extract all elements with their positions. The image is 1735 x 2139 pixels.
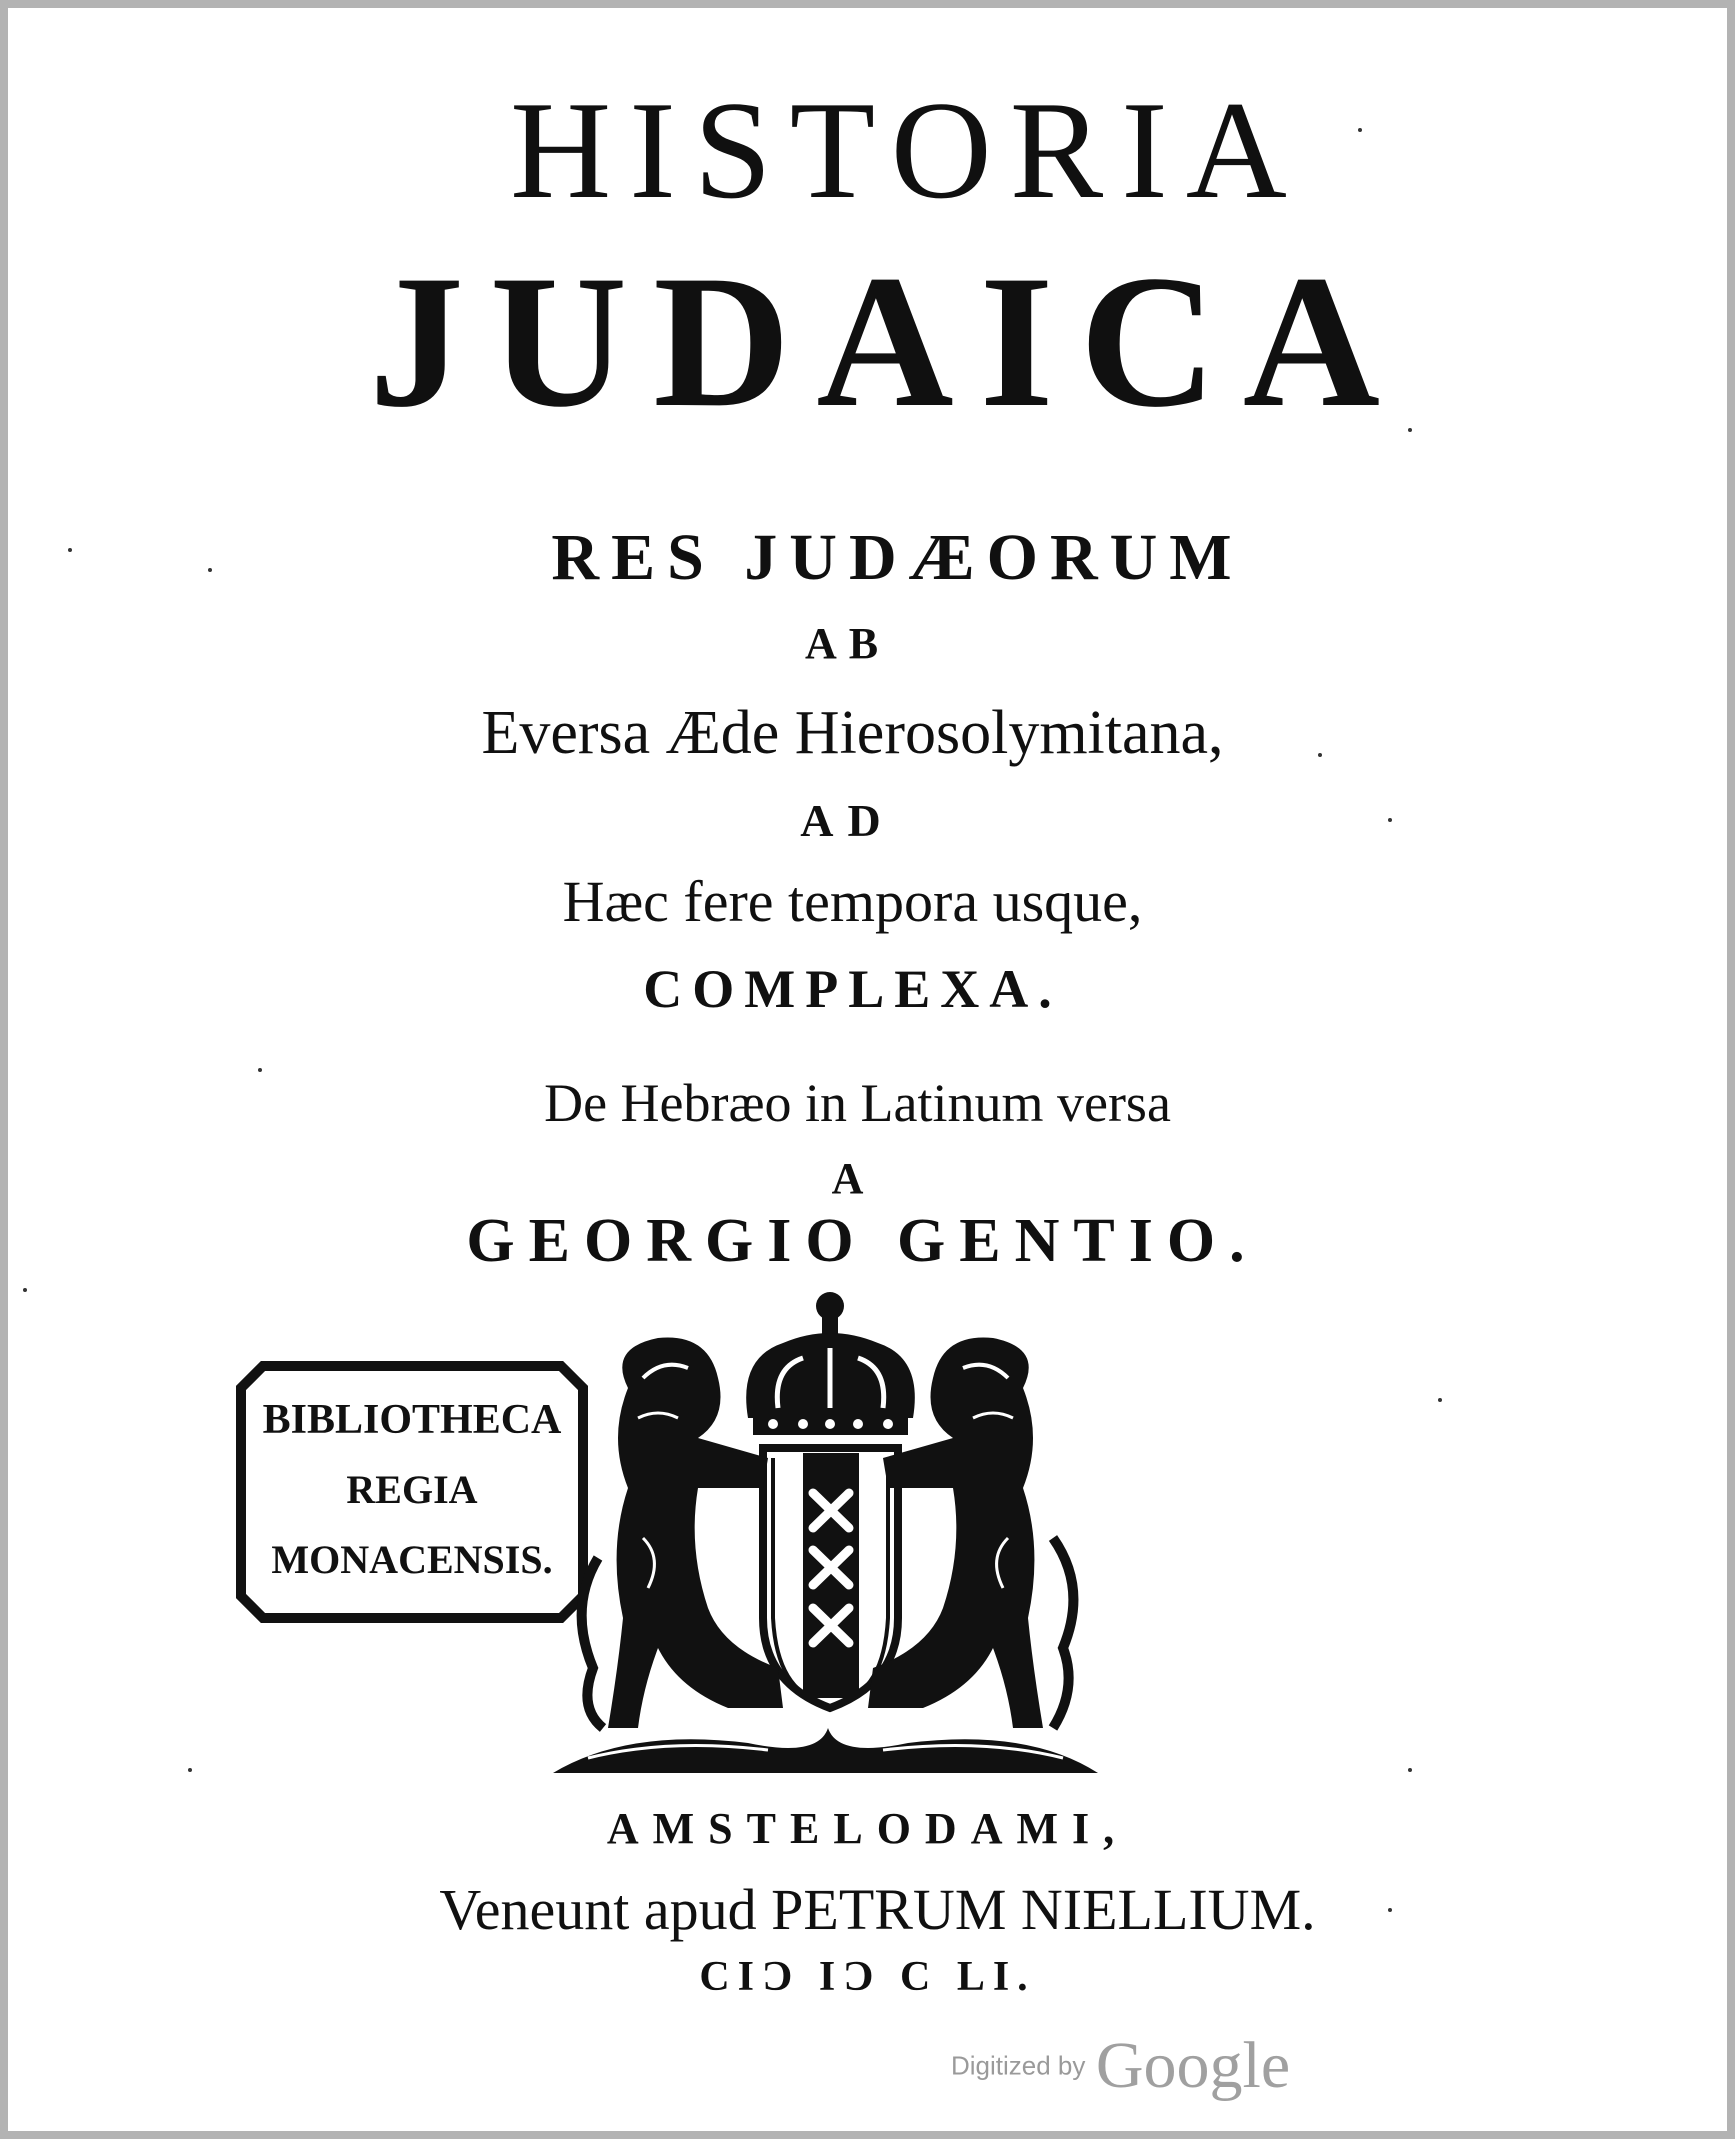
scan-speck	[23, 1288, 27, 1292]
subtitle-line-1: RES JUDÆORUM	[551, 521, 1244, 594]
scan-speck	[1438, 1398, 1442, 1402]
coat-of-arms-emblem	[548, 1288, 1103, 1783]
translation-by: A	[831, 1154, 864, 1203]
scan-speck	[1408, 428, 1412, 432]
stamp-line-2: REGIA	[346, 1467, 478, 1512]
title-line-1: HISTORIA	[510, 73, 1305, 228]
imprint-year: CIƆ IƆ C LI.	[699, 1954, 1036, 2000]
translator-name: GEORGIO GENTIO.	[466, 1207, 1259, 1275]
crown-icon	[746, 1292, 915, 1435]
scan-speck	[1408, 1768, 1412, 1772]
scan-speck	[258, 1068, 262, 1072]
imprint-publisher: Veneunt apud PETRUM NIELLIUM.	[439, 1877, 1316, 1942]
scan-speck	[1358, 128, 1362, 132]
scan-speck	[1388, 1908, 1392, 1912]
digitized-watermark	[951, 2028, 1290, 2104]
stamp-line-3: MONACENSIS.	[271, 1537, 553, 1582]
subtitle-line-2: AB	[804, 619, 891, 668]
stamp-line-1: BIBLIOTHECA	[262, 1397, 562, 1443]
scan-speck	[208, 568, 212, 572]
subtitle-line-5: Hæc fere tempora usque,	[562, 869, 1143, 934]
translation-note: De Hebræo in Latinum versa	[544, 1073, 1171, 1133]
scan-speck	[68, 548, 72, 552]
google-logo: Google	[1095, 2029, 1291, 2102]
digitized-prefix: Digitized by	[951, 2050, 1086, 2081]
subtitle-line-4: AD	[800, 795, 895, 846]
scan-speck	[1388, 818, 1392, 822]
title-line-2: JUDAICA	[369, 237, 1406, 447]
imprint-place: AMSTELODAMI,	[606, 1804, 1129, 1853]
library-stamp	[233, 1358, 591, 1626]
subtitle-line-3: Eversa Æde Hierosolymitana,	[481, 699, 1224, 767]
subtitle-line-6: COMPLEXA.	[643, 959, 1062, 1019]
scan-speck	[188, 1768, 192, 1772]
scan-speck	[1318, 753, 1322, 757]
